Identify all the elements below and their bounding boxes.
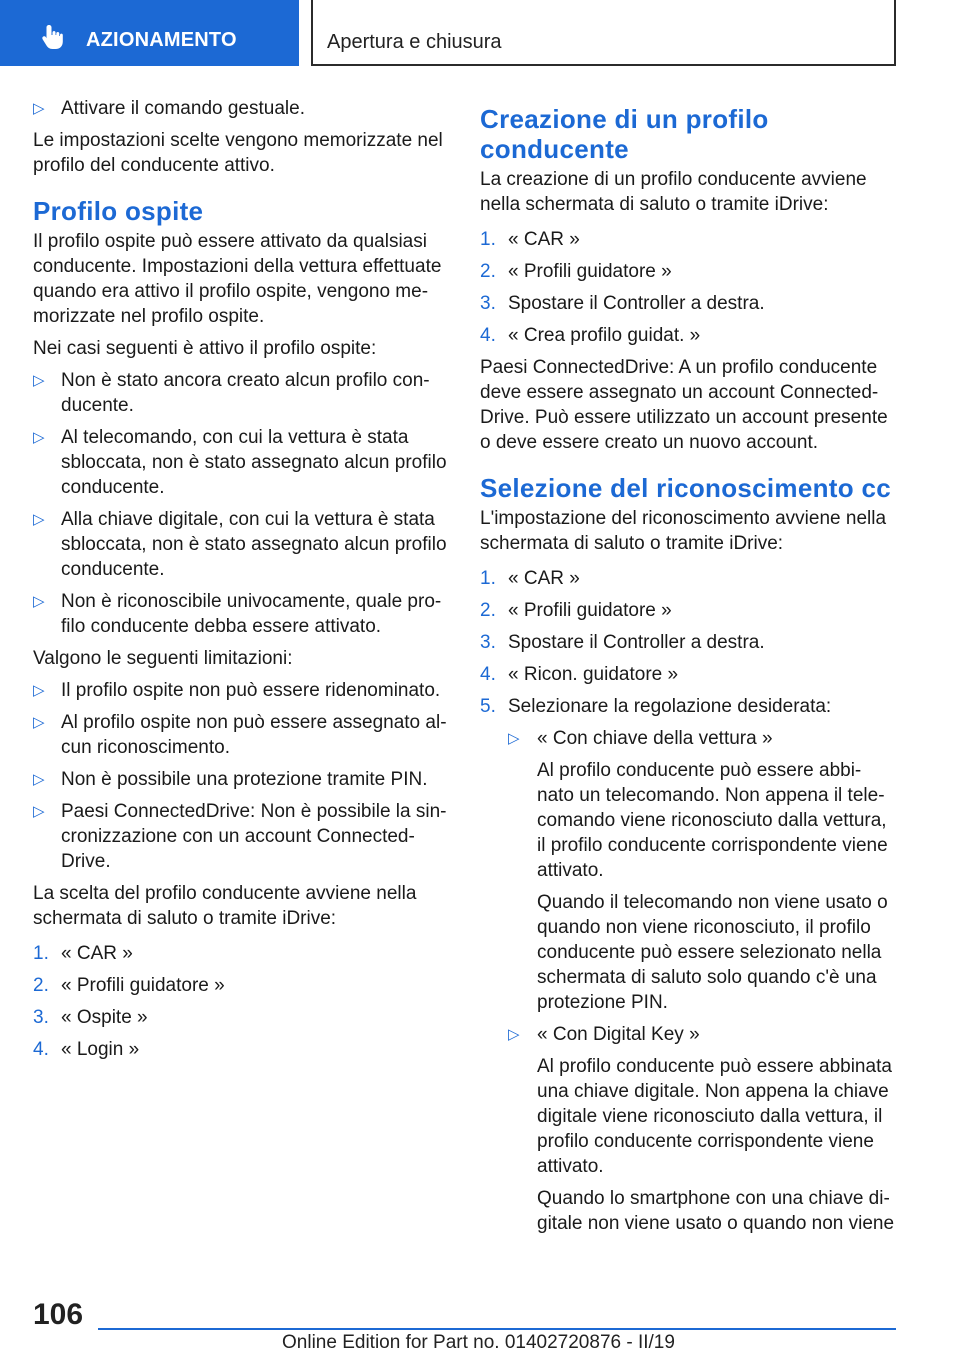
options-list [508, 726, 895, 1236]
paragraph: Valgono le seguenti limitazioni: [33, 648, 293, 669]
chapter-tab [0, 0, 299, 66]
right-column [480, 96, 895, 1243]
list-item: ▷ Non è stato ancora creato alcun profilo con-ducente. [33, 370, 430, 416]
heading-create-profile: Creazione di un profilo conducente [480, 104, 769, 164]
edition-note: Online Edition for Part no. 01402720876 - II/19 [282, 1332, 675, 1353]
triangle-bullet-icon: ▷ [33, 593, 45, 610]
list-item: 4. « Login » [33, 1039, 140, 1060]
limits-list [33, 678, 448, 874]
paragraph: La scelta del profilo conducente avviene nella schermata di saluto o tramite iDrive: [33, 883, 417, 929]
heading-guest-profile: Profilo ospite [33, 196, 204, 226]
recognition-steps-list [480, 566, 895, 1236]
triangle-bullet-icon: ▷ [33, 682, 45, 699]
list-item: 3. « Ospite » [33, 1007, 148, 1028]
list-item: 2. « Profili guidatore » [480, 261, 672, 282]
list-item: 1. « CAR » [480, 568, 580, 589]
list-item: 2. « Profili guidatore » [33, 975, 225, 996]
paragraph: Le impostazioni scelte vengono memorizzate nel profilo del conducente attivo. [33, 130, 443, 176]
triangle-bullet-icon: ▷ [33, 771, 45, 788]
triangle-bullet-icon: ▷ [33, 372, 45, 389]
list-item: 1. « CAR » [33, 943, 133, 964]
left-column [33, 96, 448, 1069]
paragraph: Al profilo conducente può essere abbinata una chiave digitale. Non appena la chiave digitale viene riconosciuto dalla vettura, il profilo conducente corrispondente viene attivato. [537, 1056, 892, 1177]
footer-divider [98, 1328, 896, 1330]
paragraph: La creazione di un profilo conducente avviene nella schermata di saluto o tramite iDrive: [480, 169, 867, 215]
list-item: ▷ Non è possibile una protezione tramite PIN. [33, 769, 428, 790]
list-item: 1. « CAR » [480, 229, 580, 250]
paragraph: Quando il telecomando non viene usato o quando non viene riconosciuto, il profilo conducente può essere selezionato nella schermata di saluto solo quando c'è una protezione PIN. [537, 892, 888, 1013]
triangle-bullet-icon: ▷ [33, 100, 45, 117]
list-item: ▷ Al profilo ospite non può essere assegnato al-cun riconoscimento. [33, 712, 447, 758]
triangle-bullet-icon: ▷ [33, 803, 45, 820]
list-item: 3. Spostare il Controller a destra. [480, 632, 765, 653]
list-item: 5. Selezionare la regolazione desiderata: ▷ « Con chiave della vettura » Al profilo conducente può essere abbi-nato un telecomando. Non appena il tele-comando viene riconosciuto dalla vettura, il profilo conducente corrispondente viene attivato. Quando il telecomando non viene usato o quando non viene riconosciuto, il profilo conducente può essere selezionato nella schermata di saluto solo quando c'è una protezione PIN. ▷ « Con Digital Key » Al profilo conducente può essere abbinata una chiave digitale. Non appena la chiave digitale viene riconosciuto dalla vettura, il profilo conducente corrispondente viene attivato. Quando lo smartphone con una chiave di-gitale non viene usato o quando non viene [480, 696, 895, 1234]
list-item: 3. Spostare il Controller a destra. [480, 293, 765, 314]
list-item: ▷ Alla chiave digitale, con cui la vettura è stata sbloccata, non è stato assegnato alcun profilo conducente. [33, 509, 447, 580]
page-header [0, 0, 960, 66]
cases-list [33, 368, 448, 639]
page-number: 106 [33, 1298, 84, 1331]
triangle-bullet-icon: ▷ [33, 511, 45, 528]
paragraph: Nei casi seguenti è attivo il profilo ospite: [33, 338, 377, 359]
hand-touch-icon [38, 22, 68, 52]
triangle-bullet-icon: ▷ [33, 714, 45, 731]
list-item: ▷ Non è riconoscibile univocamente, quale pro-filo conducente debba essere attivato. [33, 591, 442, 637]
list-item: 4. « Crea profilo guidat. » [480, 325, 701, 346]
list-item: ▷ Paesi ConnectedDrive: Non è possibile la sin-cronizzazione con un account Connected-Drive. [33, 801, 447, 872]
intro-list [33, 96, 448, 121]
list-item: ▷ Attivare il comando gestuale. [33, 98, 305, 119]
guest-steps-list [33, 941, 448, 1062]
paragraph: Quando lo smartphone con una chiave di-gitale non viene usato o quando non viene [537, 1188, 895, 1234]
list-item: ▷ Al telecomando, con cui la vettura è stata sbloccata, non è stato assegnato alcun profilo conducente. [33, 427, 447, 498]
section-title: Apertura e chiusura [327, 31, 502, 53]
paragraph: Al profilo conducente può essere abbi-nato un telecomando. Non appena il tele-comando viene riconosciuto dalla vettura, il profilo conducente corrispondente viene attivato. [537, 760, 888, 881]
option-item: ▷ « Con chiave della vettura » Al profilo conducente può essere abbi-nato un telecomando. Non appena il tele-comando viene riconosciuto dalla vettura, il profilo conducente corrispondente viene attivato. Quando il telecomando non viene usato o quando non viene riconosciuto, il profilo conducente può essere selezionato nella schermata di saluto solo quando c'è una protezione PIN. [508, 726, 895, 1015]
chapter-title: AZIONAMENTO [86, 29, 237, 51]
list-item: ▷ Il profilo ospite non può essere ridenominato. [33, 680, 441, 701]
list-item: 4. « Ricon. guidatore » [480, 664, 679, 685]
paragraph: Il profilo ospite può essere attivato da qualsiasi conducente. Impostazioni della vettura effettuate quando era attivo il profilo ospite, vengono me-morizzate nel profilo ospite. [33, 231, 442, 327]
option-item: ▷ « Con Digital Key » Al profilo conducente può essere abbinata una chiave digitale. Non appena la chiave digitale viene riconosciuto dalla vettura, il profilo conducente corrispondente viene attivato. Quando lo smartphone con una chiave di-gitale non viene usato o quando non viene [508, 1024, 895, 1234]
triangle-bullet-icon: ▷ [508, 1026, 520, 1043]
list-item: 2. « Profili guidatore » [480, 600, 672, 621]
triangle-bullet-icon: ▷ [508, 730, 520, 747]
triangle-bullet-icon: ▷ [33, 429, 45, 446]
paragraph: Paesi ConnectedDrive: A un profilo conducente deve essere assegnato un account Connected-Drive. Può essere utilizzato un account presente o deve essere creato un nuovo account. [480, 357, 888, 453]
paragraph: L'impostazione del riconoscimento avviene nella schermata di saluto o tramite iDrive: [480, 508, 887, 554]
create-steps-list [480, 227, 895, 348]
section-header-box [311, 0, 896, 66]
heading-driver-recognition: Selezione del riconoscimento cc [480, 473, 891, 503]
